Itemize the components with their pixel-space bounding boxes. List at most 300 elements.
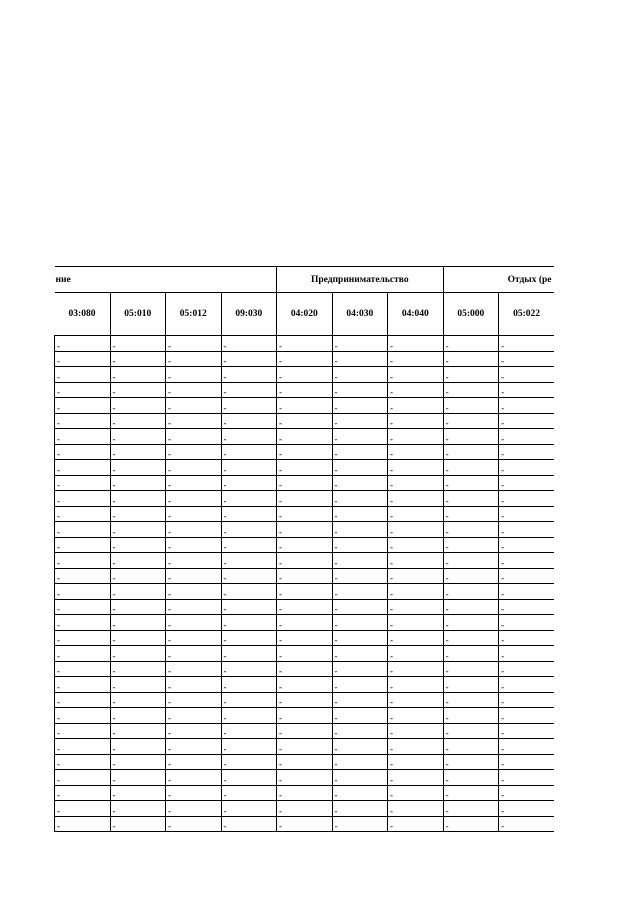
table-cell: - [443, 475, 499, 491]
table-cell: - [499, 382, 554, 398]
table-cell: - [277, 615, 333, 631]
table-cell: - [110, 677, 166, 693]
table-cell: - [55, 398, 111, 414]
table-cell: - [443, 816, 499, 832]
table-cell: - [499, 615, 554, 631]
group-header-row [55, 267, 555, 293]
table-cell: - [388, 553, 444, 569]
table-cell: - [499, 677, 554, 693]
table-cell: - [110, 708, 166, 724]
table-cell: - [55, 801, 111, 817]
table-cell: - [110, 475, 166, 491]
table-cell: - [221, 816, 277, 832]
table-cell: - [166, 429, 222, 445]
table-row [55, 584, 555, 600]
table-cell: - [499, 475, 554, 491]
table-cell: - [443, 537, 499, 553]
table-row [55, 460, 555, 476]
code-header-row [55, 293, 555, 336]
table-row [55, 723, 555, 739]
table-cell: - [332, 351, 388, 367]
table-row [55, 491, 555, 507]
table-cell: - [277, 630, 333, 646]
table-cell: - [443, 754, 499, 770]
table-cell: - [443, 661, 499, 677]
table-cell: - [332, 692, 388, 708]
table-cell: - [443, 429, 499, 445]
table-cell: - [388, 739, 444, 755]
table-cell: - [55, 537, 111, 553]
table-cell: - [277, 661, 333, 677]
table-cell: - [110, 661, 166, 677]
table-cell: - [166, 646, 222, 662]
table-cell: - [443, 413, 499, 429]
table-cell: - [166, 739, 222, 755]
table-cell: - [277, 801, 333, 817]
table-cell: - [443, 692, 499, 708]
table-cell: - [388, 522, 444, 538]
table-cell: - [55, 630, 111, 646]
table-row [55, 599, 555, 615]
table-cell: - [499, 754, 554, 770]
table-cell: - [55, 723, 111, 739]
table-cell: - [110, 351, 166, 367]
table-cell: - [166, 475, 222, 491]
table-cell: - [499, 429, 554, 445]
table-cell: - [221, 398, 277, 414]
table-row [55, 522, 555, 538]
table-row [55, 568, 555, 584]
table-cell: - [388, 630, 444, 646]
group-header-2: Предпринимательство [277, 267, 444, 293]
table-cell: - [110, 615, 166, 631]
table-cell: - [388, 754, 444, 770]
table-cell: - [221, 584, 277, 600]
table-row [55, 816, 555, 832]
table-cell: - [221, 785, 277, 801]
table-cell: - [55, 615, 111, 631]
group-header-3: Отдых (ре [443, 267, 554, 293]
table-cell: - [277, 336, 333, 352]
table-cell: - [55, 429, 111, 445]
table-cell: - [388, 599, 444, 615]
table-row [55, 506, 555, 522]
table-cell: - [499, 770, 554, 786]
table-cell: - [110, 739, 166, 755]
table-cell: - [443, 739, 499, 755]
table-cell: - [388, 661, 444, 677]
table-cell: - [221, 723, 277, 739]
table-cell: - [166, 382, 222, 398]
table-cell: - [221, 444, 277, 460]
table-cell: - [166, 708, 222, 724]
table-cell: - [388, 475, 444, 491]
table-cell: - [166, 336, 222, 352]
table-cell: - [499, 336, 554, 352]
table-cell: - [110, 429, 166, 445]
table-row [55, 382, 555, 398]
table-cell: - [277, 351, 333, 367]
table-cell: - [221, 646, 277, 662]
table-row [55, 615, 555, 631]
column-header: 05:000 [443, 293, 499, 336]
table-cell: - [388, 568, 444, 584]
table-row [55, 770, 555, 786]
table-cell: - [443, 708, 499, 724]
table-cell: - [443, 568, 499, 584]
table-cell: - [388, 336, 444, 352]
table-cell: - [443, 630, 499, 646]
table-cell: - [388, 785, 444, 801]
table-cell: - [221, 429, 277, 445]
table-cell: - [332, 754, 388, 770]
table-row [55, 708, 555, 724]
table-cell: - [443, 723, 499, 739]
table-cell: - [110, 367, 166, 383]
table-cell: - [388, 398, 444, 414]
table-cell: - [388, 444, 444, 460]
table-cell: - [277, 723, 333, 739]
group-header-1: ние [55, 267, 277, 293]
table-cell: - [166, 522, 222, 538]
table-cell: - [221, 661, 277, 677]
table-row [55, 537, 555, 553]
table-cell: - [499, 708, 554, 724]
table-cell: - [499, 367, 554, 383]
table-cell: - [443, 615, 499, 631]
table-cell: - [388, 692, 444, 708]
table-cell: - [221, 413, 277, 429]
table-cell: - [221, 460, 277, 476]
table-cell: - [499, 506, 554, 522]
table-cell: - [332, 568, 388, 584]
table-cell: - [277, 537, 333, 553]
table-cell: - [388, 646, 444, 662]
table-cell: - [221, 615, 277, 631]
table-cell: - [388, 351, 444, 367]
table-cell: - [332, 584, 388, 600]
table-cell: - [388, 382, 444, 398]
table-cell: - [110, 646, 166, 662]
table-cell: - [55, 708, 111, 724]
table-cell: - [55, 785, 111, 801]
table-cell: - [166, 584, 222, 600]
table-cell: - [443, 553, 499, 569]
table-cell: - [55, 754, 111, 770]
table-row [55, 661, 555, 677]
table-row [55, 646, 555, 662]
table-cell: - [499, 584, 554, 600]
table-cell: - [110, 553, 166, 569]
table-cell: - [443, 351, 499, 367]
table-cell: - [221, 708, 277, 724]
table-cell: - [221, 630, 277, 646]
table-cell: - [221, 553, 277, 569]
table-row [55, 351, 555, 367]
column-header: 04:020 [277, 293, 333, 336]
table-cell: - [388, 429, 444, 445]
table-cell: - [277, 770, 333, 786]
table-cell: - [110, 801, 166, 817]
table-cell: - [55, 367, 111, 383]
table-cell: - [443, 444, 499, 460]
table-cell: - [443, 382, 499, 398]
table-cell: - [55, 599, 111, 615]
table-cell: - [221, 491, 277, 507]
table-row [55, 785, 555, 801]
table-cell: - [166, 677, 222, 693]
table-cell: - [499, 444, 554, 460]
table-cell: - [332, 816, 388, 832]
table-cell: - [332, 429, 388, 445]
table-cell: - [221, 367, 277, 383]
table-cell: - [55, 770, 111, 786]
table-cell: - [277, 429, 333, 445]
table-cell: - [499, 553, 554, 569]
table-cell: - [55, 692, 111, 708]
table-cell: - [110, 754, 166, 770]
table-cell: - [166, 692, 222, 708]
table-cell: - [499, 599, 554, 615]
table-cell: - [277, 506, 333, 522]
table-cell: - [277, 553, 333, 569]
table-cell: - [166, 568, 222, 584]
table-cell: - [166, 661, 222, 677]
table-cell: - [332, 367, 388, 383]
table-cell: - [166, 444, 222, 460]
table-cell: - [499, 413, 554, 429]
data-table [54, 266, 554, 832]
table-cell: - [332, 398, 388, 414]
table-cell: - [166, 801, 222, 817]
table-cell: - [166, 615, 222, 631]
table-cell: - [443, 801, 499, 817]
table-cell: - [332, 460, 388, 476]
table-cell: - [388, 816, 444, 832]
table-cell: - [166, 413, 222, 429]
table-cell: - [55, 677, 111, 693]
column-header: 04:030 [332, 293, 388, 336]
table-cell: - [388, 615, 444, 631]
table-cell: - [277, 584, 333, 600]
table-cell: - [499, 661, 554, 677]
table-cell: - [166, 630, 222, 646]
table-row [55, 336, 555, 352]
table-cell: - [332, 677, 388, 693]
table-cell: - [110, 398, 166, 414]
table-cell: - [110, 382, 166, 398]
table-cell: - [332, 723, 388, 739]
table-cell: - [332, 801, 388, 817]
table-cell: - [277, 816, 333, 832]
table-cell: - [443, 506, 499, 522]
table-cell: - [388, 537, 444, 553]
table-cell: - [55, 522, 111, 538]
table-cell: - [499, 398, 554, 414]
table-cell: - [55, 351, 111, 367]
table-cell: - [277, 708, 333, 724]
table-cell: - [443, 522, 499, 538]
table-cell: - [55, 491, 111, 507]
table-row [55, 475, 555, 491]
table-row [55, 692, 555, 708]
table-cell: - [166, 599, 222, 615]
table-cell: - [332, 475, 388, 491]
table-cell: - [277, 460, 333, 476]
table-cell: - [55, 506, 111, 522]
table-cell: - [332, 739, 388, 755]
table-cell: - [332, 522, 388, 538]
table-cell: - [166, 553, 222, 569]
table-cell: - [110, 568, 166, 584]
table-cell: - [55, 382, 111, 398]
table-cell: - [55, 584, 111, 600]
table-cell: - [443, 491, 499, 507]
table-cell: - [277, 568, 333, 584]
table-cell: - [221, 568, 277, 584]
table-cell: - [221, 351, 277, 367]
table-cell: - [277, 382, 333, 398]
table-cell: - [166, 460, 222, 476]
table-cell: - [221, 677, 277, 693]
table-row [55, 553, 555, 569]
table-cell: - [110, 522, 166, 538]
table-cell: - [388, 770, 444, 786]
table-cell: - [166, 367, 222, 383]
table-cell: - [55, 568, 111, 584]
table-cell: - [277, 522, 333, 538]
table-cell: - [166, 816, 222, 832]
table-row [55, 630, 555, 646]
table-cell: - [110, 599, 166, 615]
table-cell: - [277, 646, 333, 662]
table-cell: - [443, 398, 499, 414]
table-cell: - [221, 506, 277, 522]
table-cell: - [332, 444, 388, 460]
table-row [55, 398, 555, 414]
table-cell: - [277, 444, 333, 460]
table-cell: - [110, 460, 166, 476]
table-cell: - [388, 723, 444, 739]
table-cell: - [388, 460, 444, 476]
table-cell: - [221, 754, 277, 770]
table-cell: - [110, 630, 166, 646]
table-cell: - [332, 413, 388, 429]
column-header: 04:040 [388, 293, 444, 336]
table-cell: - [388, 506, 444, 522]
column-header: 05:022 [499, 293, 554, 336]
table-cell: - [55, 475, 111, 491]
column-header: 05:012 [166, 293, 222, 336]
table-row [55, 367, 555, 383]
table-body [55, 336, 555, 832]
table-cell: - [166, 491, 222, 507]
table-cell: - [443, 584, 499, 600]
table-cell: - [277, 739, 333, 755]
table-cell: - [221, 382, 277, 398]
table-cell: - [443, 646, 499, 662]
table-cell: - [388, 367, 444, 383]
table-cell: - [388, 677, 444, 693]
table-cell: - [332, 336, 388, 352]
table-cell: - [55, 646, 111, 662]
table-cell: - [332, 537, 388, 553]
table-cell: - [499, 491, 554, 507]
spreadsheet-page [54, 266, 554, 836]
table-cell: - [499, 522, 554, 538]
table-cell: - [55, 444, 111, 460]
table-row [55, 739, 555, 755]
table-cell: - [277, 692, 333, 708]
table-cell: - [332, 599, 388, 615]
table-cell: - [499, 816, 554, 832]
table-cell: - [332, 630, 388, 646]
table-cell: - [388, 491, 444, 507]
table-cell: - [332, 661, 388, 677]
table-cell: - [110, 816, 166, 832]
table-cell: - [110, 537, 166, 553]
table-cell: - [277, 367, 333, 383]
table-cell: - [332, 770, 388, 786]
table-cell: - [499, 630, 554, 646]
table-cell: - [166, 754, 222, 770]
table-cell: - [499, 568, 554, 584]
table-cell: - [277, 413, 333, 429]
table-row [55, 801, 555, 817]
table-cell: - [499, 537, 554, 553]
table-cell: - [166, 398, 222, 414]
table-cell: - [499, 785, 554, 801]
table-cell: - [55, 816, 111, 832]
table-cell: - [55, 553, 111, 569]
table-cell: - [221, 522, 277, 538]
table-cell: - [332, 785, 388, 801]
table-cell: - [221, 336, 277, 352]
table-cell: - [499, 460, 554, 476]
table-cell: - [332, 491, 388, 507]
table-cell: - [166, 351, 222, 367]
table-cell: - [443, 770, 499, 786]
table-cell: - [332, 646, 388, 662]
table-cell: - [221, 537, 277, 553]
table-cell: - [221, 801, 277, 817]
table-cell: - [110, 491, 166, 507]
table-row [55, 677, 555, 693]
table-cell: - [277, 754, 333, 770]
table-cell: - [166, 785, 222, 801]
table-row [55, 754, 555, 770]
table-cell: - [277, 785, 333, 801]
table-cell: - [499, 351, 554, 367]
table-cell: - [166, 770, 222, 786]
table-cell: - [388, 584, 444, 600]
table-cell: - [166, 537, 222, 553]
table-cell: - [499, 646, 554, 662]
table-cell: - [332, 506, 388, 522]
table-cell: - [277, 677, 333, 693]
table-cell: - [110, 785, 166, 801]
table-cell: - [55, 413, 111, 429]
table-cell: - [499, 723, 554, 739]
table-cell: - [110, 336, 166, 352]
table-cell: - [55, 739, 111, 755]
table-cell: - [388, 413, 444, 429]
table-cell: - [277, 475, 333, 491]
table-cell: - [277, 491, 333, 507]
table-cell: - [55, 336, 111, 352]
table-cell: - [221, 475, 277, 491]
table-cell: - [332, 615, 388, 631]
